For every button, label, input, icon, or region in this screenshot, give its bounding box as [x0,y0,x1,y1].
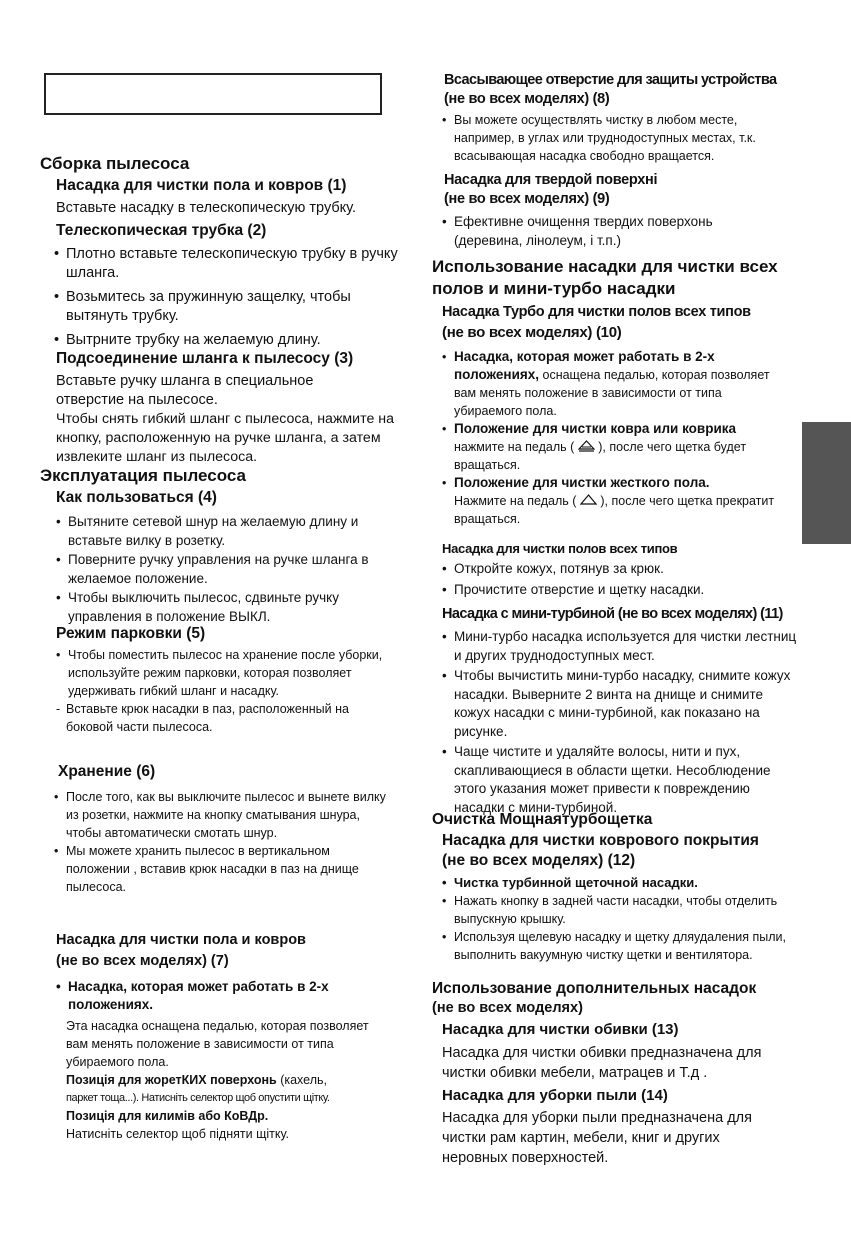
extra-title-2: (не во всех моделях) [432,1000,583,1016]
mini-title: Насадка с мини-турбиной (не во всех моделях) (11) [442,606,783,622]
turbo-b2-post: ), после чего щетка будет вращаться. [454,440,747,472]
pedal-carpet-icon [578,440,595,452]
dust-text: Насадка для уборки пыли предназначена для чистки рам картин, мебели, книг и других неровных поверхностей. [442,1110,752,1166]
floor-nozzle-title: Насадка для чистки пола и ковров (1) [56,177,347,194]
list-item: • Нажать кнопку в задней части насадки, чтобы отделить выпускную крышку. [440,892,802,928]
parking-block [54,646,394,736]
carpet-title-1: Насадка для чистки коврового покрытия [442,832,759,849]
floor2-title-2: (не во всех моделях) (7) [56,953,229,969]
hose-text-1: Вставьте ручку шланга в специальное отверстие на пылесосе. [56,373,314,408]
hard-title-2: (не во всех моделях) (9) [444,191,610,207]
turbo-b1-bold: Насадка, которая может работать в 2-х положениях, [454,349,715,382]
operation-title: Эксплуатация пылесоса [40,466,247,485]
turbo-block [440,348,785,528]
turbo-b3-post: ), после чего щетка прекратит вращаться. [454,494,775,526]
all-floors-list [440,560,780,599]
list-item: • Насадка, которая может работать в 2-х положениях. [54,978,384,1014]
how-title: Как пользоваться (4) [56,489,217,506]
list-item: • Поверните ручку управления на ручке шланга в желаемое положение. [54,551,416,588]
carpet-title-2: (не во всех моделях) (12) [442,852,636,869]
upholstery-title: Насадка для чистки обивки (13) [442,1021,679,1038]
list-item: • Вытрните трубку на желаемую длину. [52,331,402,350]
side-section-tab [802,422,851,544]
hard-pos-line-1 [54,1071,384,1089]
dust-title: Насадка для уборки пыли (14) [442,1087,668,1104]
carpet-pos-text: Натисніть селектор щоб підняти щітку. [66,1127,289,1141]
list-item: • Чтобы поместить пылесос на хранение после уборки, используйте режим парковки, которая позволяет удерживать гибкий шланг и насадку. [54,646,394,700]
storage-title: Хранение (6) [58,763,156,780]
floor2-text: Эта насадка оснащена педалью, которая позволяет вам менять положение в зависимости от типа убираемого пола. [66,1019,369,1069]
list-item: • Мы можете хранить пылесос в вертикальном положении , вставив крюк насадки в паз на днище пылесоса. [52,842,394,896]
turbo-b3-bold: Положение для чистки жесткого пола. [454,475,710,490]
carpet-pos-bold: Позиція для килимів або КоВДр. [66,1109,269,1123]
floor2-title-1: Насадка для чистки пола и ковров [56,932,306,948]
hard-pos-bold: Позиція для жоретКИХ поверхонь [66,1073,277,1087]
turbo-b2-bold: Положение для чистки ковра или коврика [454,421,737,436]
hose-title: Подсоединение шланга к пылесосу (3) [56,350,354,367]
list-item: • Мини-турбо насадка используется для чистки лестниц и других труднодоступных мест. [440,628,800,665]
hard-item [440,213,780,250]
carpet-list [440,874,802,964]
list-item [440,474,785,528]
dash-item: - Вставьте крюк насадки в паз, расположенный на боковой части пылесоса. [54,700,394,736]
list-item [440,420,785,474]
list-item: • Возьмитесь за пружинную защелку, чтобы вытянуть трубку. [52,288,402,326]
floor2-block [54,978,384,1143]
list-item: • Чистка турбинной щеточной насадки. [440,874,802,892]
storage-list [52,788,394,896]
pedal-hard-floor-icon [580,494,597,506]
parking-title: Режим парковки (5) [56,625,206,642]
list-item: • Откройте кожух, потянув за крюк. [440,560,780,579]
list-item: • Вы можете осуществлять чистку в любом месте, например, в углах или труднодоступных местах, т.к. всасывающая насадка свободно вращается. [440,111,800,165]
list-item: • Прочистите отверстие и щетку насадки. [440,581,780,600]
tube-title: Телескопическая трубка (2) [56,222,267,239]
list-item: • Чтобы выключить пылесос, сдвиньте ручку управления в положение ВЫКЛ. [54,589,416,626]
tube-list [52,245,402,350]
hard-title-1: Насадка для твердой поверхні [444,172,658,188]
mini-list [440,628,800,817]
usage-title: Использование насадки для чистки всех полов и мини-турбо насадки [432,257,778,298]
floor-nozzle-text: Вставьте насадку в телескопическую трубку. [56,200,357,216]
list-item: • После того, как вы выключите пылесос и вынете вилку из розетки, нажмите на кнопку сматывания шнура, чтобы автоматически смотать шнур. [52,788,394,842]
all-floors-title: Насадка для чистки полов всех типов [442,541,678,556]
extra-title-1: Использование дополнительных насадок [432,980,757,997]
list-item: • Используя щелевую насадку и щетку дляудаления пыли, выполнить вакуумную чистку щетки и вентилятора. [440,928,802,964]
turbo-title-1: Насадка Турбо для чистки полов всех типов [442,304,751,320]
list-item: • Плотно вставьте телескопическую трубку в ручку шланга. [52,245,402,283]
suction-title-1: Всасывающее отверстие для защиты устройства [444,72,777,88]
empty-title-box [44,73,382,115]
turbo-b3-pre: Нажмите на педаль ( [454,494,577,508]
list-item: • Чтобы вычистить мини-турбо насадку, снимите кожух насадки. Выверните 2 винта на днище и снимите кожух насадки с мини-турбиной, как показано на рисунке. [440,667,800,741]
turbo-b1-rest: оснащена педалью, которая позволяет вам менять положение в зависимости от типа убираемого пола. [454,368,770,418]
powerturbo-title: Очистка Мощнаятурбощетка [432,811,653,828]
suction-item [440,111,800,165]
turbo-title-2: (не во всех моделях) (10) [442,324,622,341]
how-list [54,513,416,626]
turbo-b2-pre: нажмите на педаль ( [454,440,575,454]
upholstery-text: Насадка для чистки обивки предназначена для чистки обивки мебели, матрацев и Т.д . [442,1045,762,1081]
list-item: • Вытяните сетевой шнур на желаемую длину и вставьте вилку в розетку. [54,513,416,550]
hard-pos-rest: (кахель, [276,1073,327,1087]
list-item: • Чаще чистите и удаляйте волосы, нити и пух, скапливающиеся в области щетки. Несоблюдение этого указания может привести к повреждению насадки с мини-турбиной. [440,743,800,817]
suction-title-2: (не во всех моделях) (8) [444,91,610,107]
hose-text-2: Чтобы снять гибкий шланг с пылесоса, нажмите на кнопку, расположенную на ручке шланга, а затем извлеките шланг из пылесоса. [56,411,395,465]
list-item [440,348,785,420]
hard-pos-line-2: паркет тоща...). Натисніть селектор щоб опустити щітку. [66,1092,330,1104]
list-item: • Ефективне очищення твердих поверхонь (деревина, лінолеум, і т.п.) [440,213,780,250]
assembly-title: Сборка пылесоса [40,154,190,173]
